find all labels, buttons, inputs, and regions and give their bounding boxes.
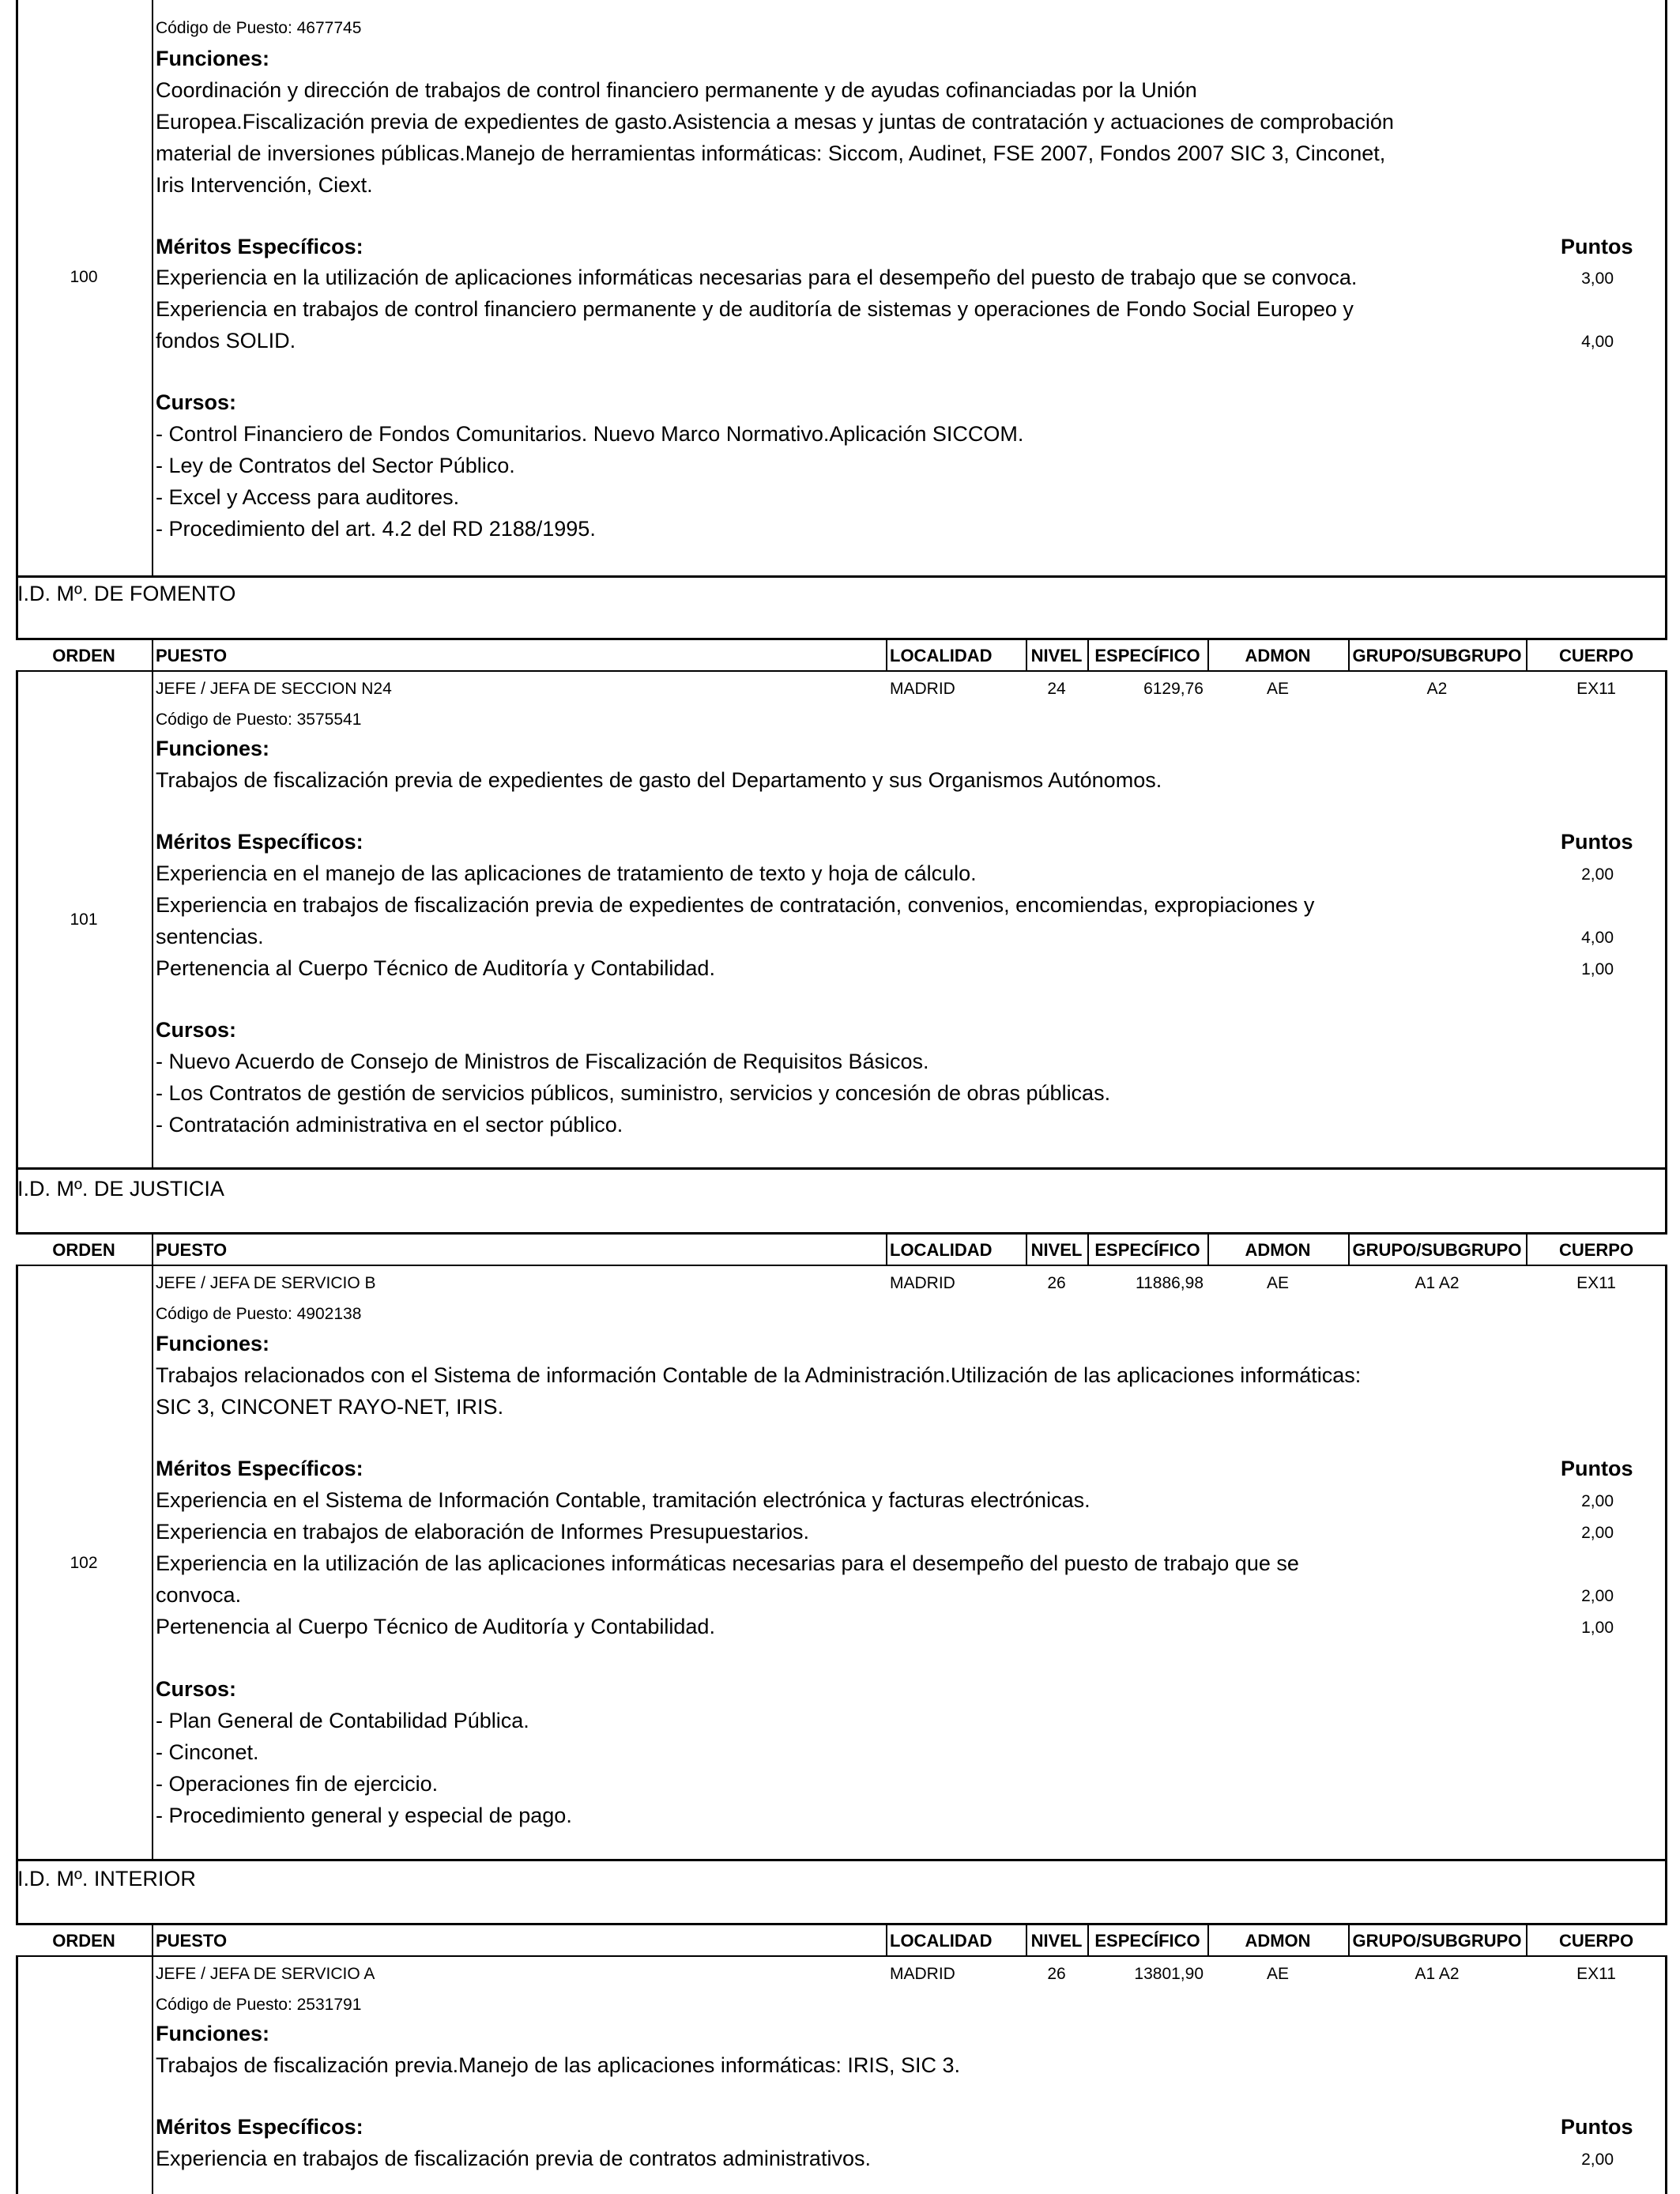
header-nivel: NIVEL	[1030, 646, 1083, 665]
puntos-label: Puntos	[1561, 830, 1633, 854]
puesto-name: JEFE / JEFA DE SERVICIO B	[156, 1274, 376, 1292]
codigo-puesto: Código de Puesto: 3575541	[156, 711, 362, 729]
nivel-value: 26	[1047, 1965, 1066, 1983]
meritos-label: Méritos Específicos:	[156, 2115, 363, 2139]
merito-line: Experiencia en la utilización de aplicaciones informáticas necesarias para el desempeño del puesto de trabajo que se convoca.	[156, 266, 1358, 289]
localidad-value: MADRID	[890, 680, 955, 698]
merito-puntos: 1,00	[1581, 1619, 1614, 1637]
merito-line: Experiencia en trabajos de fiscalización previa de expedientes de contratación, convenios, encomiendas, expropiaciones y	[156, 893, 1315, 917]
merito-puntos: 2,00	[1581, 865, 1614, 884]
puesto-name: JEFE / JEFA DE SECCION N24	[156, 680, 392, 698]
curso-item: - Contratación administrativa en el sector público.	[156, 1113, 623, 1137]
merito-puntos: 4,00	[1581, 929, 1614, 947]
funciones-line: Trabajos relacionados con el Sistema de información Contable de la Administración.Utilización de las aplicaciones informáticas:	[156, 1363, 1362, 1387]
header-puesto: PUESTO	[156, 646, 228, 665]
grupo-value: A2	[1426, 680, 1448, 698]
merito-line: Pertenencia al Cuerpo Técnico de Auditoría y Contabilidad.	[156, 1615, 715, 1638]
nivel-value: 26	[1047, 1274, 1066, 1292]
header-orden: ORDEN	[52, 1240, 115, 1260]
merito-line: Experiencia en la utilización de las aplicaciones informáticas necesarias para el desempeño del puesto de trabajo que se	[156, 1551, 1299, 1575]
cursos-label: Cursos:	[156, 1018, 237, 1042]
header-divider	[886, 1232, 887, 1265]
meritos-label: Méritos Específicos:	[156, 830, 363, 854]
admon-value: AE	[1266, 1274, 1289, 1292]
funciones-line: Europea.Fiscalización previa de expedientes de gasto.Asistencia a mesas y juntas de contratación y actuaciones de comprobación	[156, 110, 1394, 134]
merito-puntos: 2,00	[1581, 2151, 1614, 2169]
puntos-label: Puntos	[1561, 235, 1633, 258]
curso-item: - Los Contratos de gestión de servicios públicos, suministro, servicios y concesión de obras públicas.	[156, 1081, 1111, 1105]
block-bottom-border	[16, 575, 1667, 578]
header-admon: ADMON	[1245, 1240, 1311, 1260]
funciones-line: Iris Intervención, Ciext.	[156, 173, 373, 197]
puntos-label: Puntos	[1561, 1457, 1633, 1480]
curso-item: - Procedimiento general y especial de pago.	[156, 1804, 572, 1827]
right-border	[1665, 0, 1667, 577]
curso-item: - Nuevo Acuerdo de Consejo de Ministros de Fiscalización de Requisitos Básicos.	[156, 1050, 929, 1073]
localidad-value: MADRID	[890, 1965, 955, 1983]
header-bottom-border	[16, 1955, 1667, 1957]
grupo-value: A1 A2	[1414, 1965, 1460, 1983]
puesto-name: JEFE / JEFA DE SERVICIO A	[156, 1965, 375, 1983]
cuerpo-value: EX11	[1576, 1274, 1616, 1292]
cuerpo-value: EX11	[1576, 680, 1616, 698]
puntos-label: Puntos	[1561, 2115, 1633, 2139]
left-border	[16, 1956, 18, 2194]
merito-puntos: 2,00	[1581, 1524, 1614, 1542]
orden-number: 101	[70, 910, 98, 929]
header-grupo: GRUPO/SUBGRUPO	[1352, 1931, 1522, 1951]
codigo-puesto: Código de Puesto: 2531791	[156, 1996, 362, 2014]
header-especifico: ESPECÍFICO	[1094, 1931, 1200, 1951]
funciones-line: Trabajos de fiscalización previa de expedientes de gasto del Departamento y sus Organismos Autónomos.	[156, 768, 1162, 792]
admon-value: AE	[1266, 680, 1289, 698]
column-divider	[152, 671, 153, 1169]
meritos-label: Méritos Específicos:	[156, 235, 363, 258]
merito-puntos: 2,00	[1581, 1587, 1614, 1605]
header-bottom-border	[16, 670, 1667, 672]
merito-line: sentencias.	[156, 925, 264, 948]
admon-value: AE	[1266, 1965, 1289, 1983]
block-bottom-border	[16, 1859, 1667, 1861]
curso-item: - Operaciones fin de ejercicio.	[156, 1772, 439, 1796]
orden-number: 100	[70, 268, 98, 286]
header-top-border	[16, 1232, 1667, 1235]
cursos-label: Cursos:	[156, 1677, 237, 1701]
right-border	[1665, 1265, 1667, 1860]
funciones-line: material de inversiones públicas.Manejo de herramientas informáticas: Siccom, Audinet, FSE 2007, Fondos 2007 SIC 3, Cinconet,	[156, 141, 1386, 165]
header-cuerpo: CUERPO	[1558, 1240, 1634, 1260]
block-bottom-border	[16, 1167, 1667, 1170]
column-divider	[152, 1265, 153, 1860]
funciones-line: SIC 3, CINCONET RAYO-NET, IRIS.	[156, 1395, 504, 1419]
header-orden: ORDEN	[52, 1931, 115, 1951]
header-admon: ADMON	[1245, 646, 1311, 665]
merito-line: Experiencia en trabajos de fiscalización previa de contratos administrativos.	[156, 2147, 871, 2170]
header-grupo: GRUPO/SUBGRUPO	[1352, 646, 1522, 665]
header-especifico: ESPECÍFICO	[1094, 1240, 1200, 1260]
header-nivel: NIVEL	[1030, 1240, 1083, 1260]
header-divider	[152, 638, 153, 671]
merito-line: Experiencia en el manejo de las aplicaciones de tratamiento de texto y hoja de cálculo.	[156, 861, 977, 885]
funciones-line: Trabajos de fiscalización previa.Manejo de las aplicaciones informáticas: IRIS, SIC 3.	[156, 2053, 960, 2077]
header-divider	[886, 1923, 887, 1956]
header-grupo: GRUPO/SUBGRUPO	[1352, 1240, 1522, 1260]
merito-line: Experiencia en trabajos de elaboración de Informes Presupuestarios.	[156, 1520, 809, 1544]
merito-line: convoca.	[156, 1583, 242, 1607]
header-bottom-border	[16, 1265, 1667, 1266]
merito-line: Experiencia en trabajos de control financiero permanente y de auditoría de sistemas y operaciones de Fondo Social Europeo y	[156, 297, 1354, 321]
header-divider	[152, 1232, 153, 1265]
nivel-value: 24	[1047, 680, 1066, 698]
header-admon: ADMON	[1245, 1931, 1311, 1951]
grupo-value: A1 A2	[1414, 1274, 1460, 1292]
funciones-line: Coordinación y dirección de trabajos de control financiero permanente y de ayudas cofinanciadas por la Unión	[156, 78, 1197, 102]
merito-puntos: 3,00	[1581, 270, 1614, 288]
header-especifico: ESPECÍFICO	[1094, 646, 1200, 665]
right-border	[1665, 577, 1667, 639]
column-divider	[152, 1956, 153, 2194]
header-puesto: PUESTO	[156, 1931, 228, 1951]
funciones-label: Funciones:	[156, 737, 270, 760]
especifico-value: 6129,76	[1143, 680, 1203, 698]
curso-item: - Control Financiero de Fondos Comunitarios. Nuevo Marco Normativo.Aplicación SICCOM.	[156, 422, 1024, 446]
funciones-label: Funciones:	[156, 1332, 270, 1355]
section-title: I.D. Mº. DE JUSTICIA	[17, 1177, 224, 1201]
section-title: I.D. Mº. INTERIOR	[17, 1867, 196, 1891]
right-border	[1665, 1860, 1667, 1924]
especifico-value: 13801,90	[1134, 1965, 1203, 1983]
right-border	[1665, 671, 1667, 1169]
header-top-border	[16, 1923, 1667, 1925]
cuerpo-value: EX11	[1576, 1965, 1616, 1983]
funciones-label: Funciones:	[156, 2022, 270, 2045]
right-border	[1665, 1169, 1667, 1232]
left-border	[16, 0, 18, 577]
header-nivel: NIVEL	[1030, 1931, 1083, 1951]
header-localidad: LOCALIDAD	[890, 646, 993, 665]
localidad-value: MADRID	[890, 1274, 955, 1292]
merito-puntos: 2,00	[1581, 1492, 1614, 1510]
cursos-label: Cursos:	[156, 390, 237, 414]
meritos-label: Méritos Específicos:	[156, 1457, 363, 1480]
header-localidad: LOCALIDAD	[890, 1931, 993, 1951]
especifico-value: 11886,98	[1135, 1274, 1203, 1292]
header-top-border	[16, 638, 1667, 640]
header-localidad: LOCALIDAD	[890, 1240, 993, 1260]
codigo-puesto: Código de Puesto: 4902138	[156, 1305, 362, 1323]
right-border	[1665, 1956, 1667, 2194]
column-divider	[152, 0, 153, 577]
header-divider	[152, 1923, 153, 1956]
curso-item: - Procedimiento del art. 4.2 del RD 2188/1995.	[156, 517, 596, 541]
merito-puntos: 1,00	[1581, 960, 1614, 978]
merito-puntos: 4,00	[1581, 333, 1614, 351]
header-cuerpo: CUERPO	[1558, 1931, 1634, 1951]
curso-item: - Ley de Contratos del Sector Público.	[156, 454, 515, 477]
orden-number: 102	[70, 1554, 98, 1572]
curso-item: - Cinconet.	[156, 1740, 259, 1764]
funciones-label: Funciones:	[156, 47, 270, 70]
codigo-puesto: Código de Puesto: 4677745	[156, 19, 362, 37]
merito-line: Experiencia en el Sistema de Información Contable, tramitación electrónica y facturas electrónicas.	[156, 1488, 1090, 1512]
merito-line: Pertenencia al Cuerpo Técnico de Auditoría y Contabilidad.	[156, 956, 715, 980]
header-cuerpo: CUERPO	[1558, 646, 1634, 665]
header-orden: ORDEN	[52, 646, 115, 665]
merito-line: fondos SOLID.	[156, 329, 296, 352]
curso-item: - Excel y Access para auditores.	[156, 485, 460, 509]
header-divider	[886, 638, 887, 671]
curso-item: - Plan General de Contabilidad Pública.	[156, 1709, 529, 1732]
header-puesto: PUESTO	[156, 1240, 228, 1260]
section-title: I.D. Mº. DE FOMENTO	[17, 582, 236, 605]
